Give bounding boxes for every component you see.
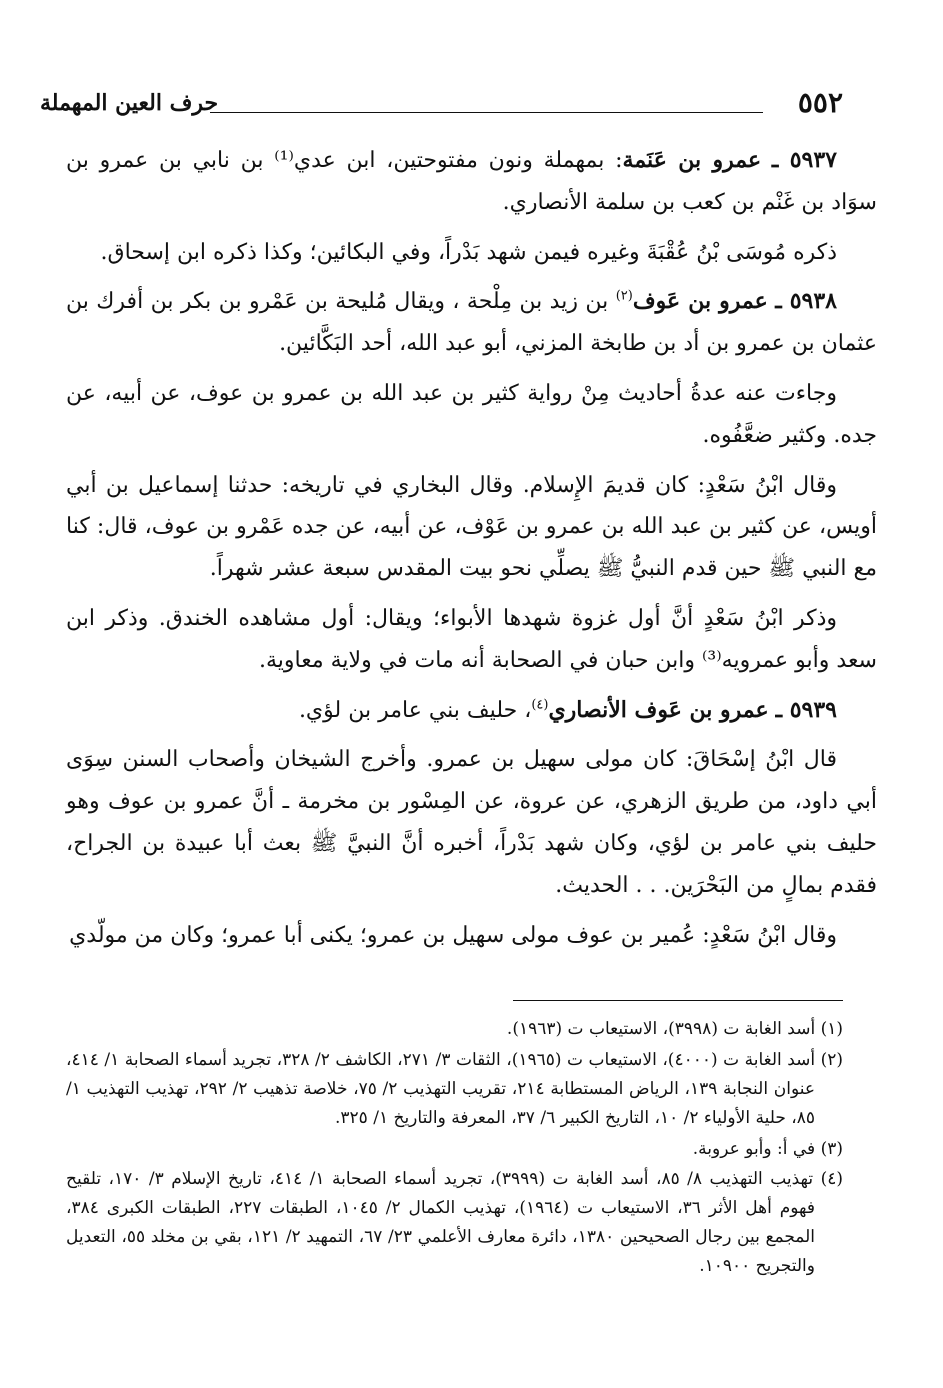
page-number: ٥٥٢ (797, 86, 843, 119)
entry-5937 (66, 140, 877, 224)
entry-title: عمرو بن عَنَمة (622, 147, 762, 173)
entry-text: بن زيد بن مِلْحة ، ويقال مُليحة بن عَمْرو بن بكر بن أفرك بن عثمان بن عمرو بن أد بن طابخة المزني، أبو عبد الله، أحد البَكَّائين. (66, 289, 877, 357)
entry-title: عمرو بن عَوف الأنصاري (548, 696, 769, 723)
entry-5938 (66, 281, 877, 365)
paragraph (66, 739, 877, 906)
paragraph (66, 598, 877, 682)
footnote-separator (513, 1000, 843, 1001)
paragraph (66, 232, 877, 274)
entry-text: ، حليف بني عامر بن لؤي. (298, 697, 532, 723)
footnotes (66, 1015, 843, 1283)
footnote: (٤) تهذيب التهذيب ٨/ ٨٥، أسد الغابة ت (٣٩٩٩)، تجريد أسماء الصحابة ١/ ٤١٤، تاريخ الإسلام ٣/ ١٧٠، تلقيح فهوم أهل الأثر ٣٦، الاستيعاب ت (١٩٦٤)، تهذيب الكمال ٢/ ١٠٤٥، الطبقات ٢٢٧، الطبقات الكبرى ٣٨٤، المجمع بين رجال الصحيحين ١٣٨٠، دائرة معارف الأعلمي ٢٣/ ٦٧، التمهيد ٢/ ١٢١، بقي بن مخلد ٥٥، التعديل والتجريح ١٠٩٠٠. (66, 1169, 844, 1277)
running-title: حرف العين المهملة (40, 90, 219, 116)
paragraph-text: ذكره مُوسَى بْنُ عُقْبَةَ وغيره فيمن شهد بَدْراً، وفي البكائين؛ وكذا ذكره ابن إسحاق. (100, 239, 837, 265)
footnote-ref: (٤) (531, 697, 549, 713)
paragraph-text: وذكر ابْنُ سَعْدٍ أنَّ أول غزوة شهدها الأبواء؛ ويقال: أول مشاهده الخندق. وذكر ابن سعد وأبو عمرويه⁽³⁾ وابن حبان في الصحابة أنه مات في ولاية معاوية. (66, 605, 877, 673)
paragraph-text: وقال ابْنُ سَعْدٍ: كان قديمَ الإِسلام. وقال البخاري في تاريخه: حدثنا إسماعيل بن أبي أويس، عن كثير بن عبد الله بن عمرو بن عَوْف، عن أبيه، عن جده عَمْرو بن عوف، قال: كنا مع النبي ﷺ حين قدم النبيُّ ﷺ يصلِّي نحو بيت المقدس سبعة عشر شهراً. (66, 472, 877, 582)
entry-number: ٥٩٣٧ ـ (771, 147, 837, 173)
paragraph-text: قال ابْنُ إسْحَاقَ: كان مولى سهيل بن عمرو. وأخرج الشيخان وأصحاب السنن سِوَى أبي داود، من طريق الزهري، عن عروة، عن المِسْور بن مخرمة ـ أنَّ عمرو بن عوف وهو حليف بني عامر بن لؤي، وكان شهد بَدْراً، أخبره أنَّ النبيَّ ﷺ بعث أبا عبيدة بن الجراح، فقدم بمالٍ من البَحْرَين. . . الحديث. (66, 747, 877, 898)
entry-number: ٥٩٣٩ ـ (775, 696, 837, 723)
main-text (66, 140, 877, 964)
paragraph-text: وجاءت عنه عدةُ أحاديث مِنْ رواية كثير بن عبد الله بن عمرو بن عوف، عن أبيه، عن جده. وكثير ضعَّفُوه. (66, 380, 877, 448)
entry-number: ٥٩٣٨ ـ (775, 288, 837, 315)
footnote: (١) أسد الغابة ت (٣٩٩٨)، الاستيعاب ت (١٩٦٣). (506, 1019, 843, 1039)
paragraph (66, 915, 877, 957)
paragraph (66, 465, 877, 590)
entry-title: عمرو بن عَوف (632, 288, 768, 315)
entry-5939 (66, 690, 877, 732)
footnote: (٢) أسد الغابة ت (٤٠٠٠)، الاستيعاب ت (١٩٦٥)، الثقات ٣/ ٢٧١، الكاشف ٢/ ٣٢٨، تجريد أسماء الصحابة ١/ ٤١٤، عنوان النجابة ١٣٩، الرياض المستطابة ٢١٤، تقريب التهذيب ٢/ ٧٥، خلاصة تذهيب ٢/ ٢٩٢، تهذيب التهذيب ١/ ٨٥، حلية الأولياء ٢/ ١٠، التاريخ الكبير ٦/ ٣٧، المعرفة والتاريخ ١/ ٣٢٥. (66, 1049, 844, 1128)
paragraph-text: وقال ابْنُ سَعْدٍ: عُمير بن عوف مولى سهيل بن عمرو؛ يكنى أبا عمرو؛ وكان من مولّدي (69, 922, 837, 948)
footnote-ref: (٢) (615, 289, 633, 305)
paragraph (66, 373, 877, 457)
header-rule (210, 112, 763, 113)
footnote: (٣) في أ: وأبو عروبة. (692, 1138, 843, 1159)
page-header (40, 86, 843, 126)
entry-text: : بمهملة ونون مفتوحتين، ابن عدي⁽¹⁾ بن نابي بن عمرو بن سوَاد بن غَنْم بن كعب بن سلمة الأنصاري. (66, 148, 877, 215)
